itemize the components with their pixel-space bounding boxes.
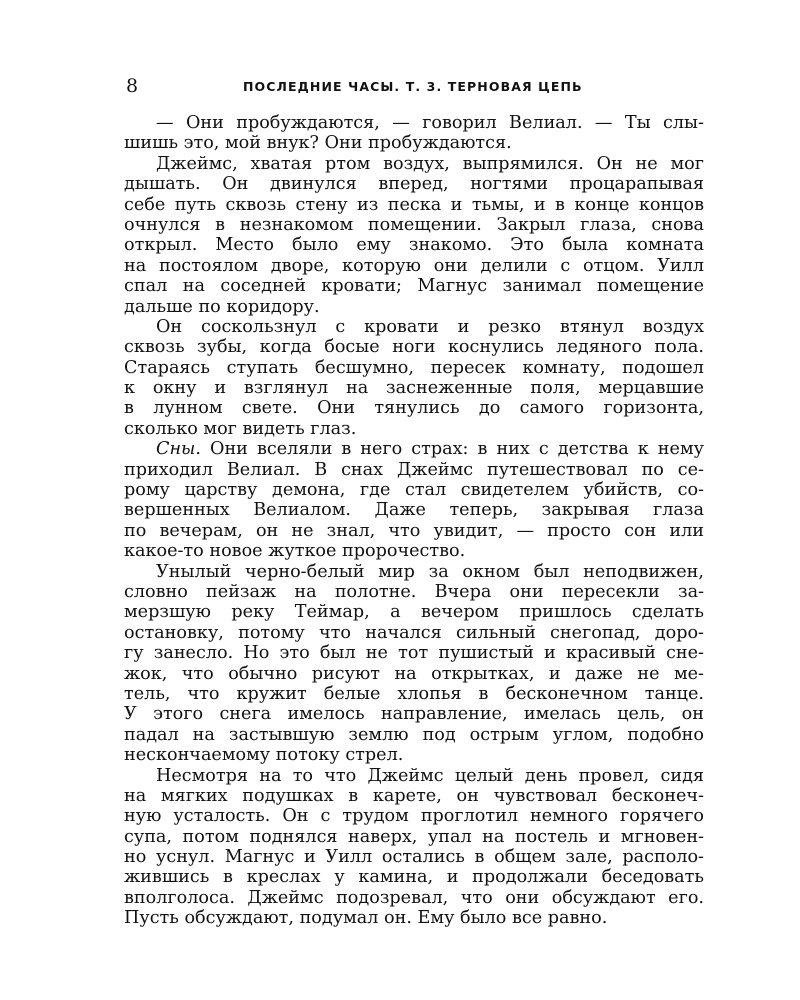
body-text [124, 113, 704, 929]
text-line: какое-то новое жуткое пророчество. [124, 541, 466, 562]
text-line: шишь это, мой внук? Они пробуждаются. [124, 133, 512, 154]
text-line: мерзшую реку Теймар, а вечером пришлось сделать [124, 602, 704, 623]
text-line: нескончаемому потоку стрел. [124, 745, 404, 766]
text-line: но уснул. Магнус и Уилл остались в общем зале, располо- [124, 847, 704, 868]
text-line: — Они пробуждаются, — говорил Велиал. — Ты слы- [156, 113, 704, 133]
text-line: Пусть обсуждают, подумал он. Ему было все равно. [124, 908, 608, 929]
text-line: ную усталость. Он с трудом проглотил немного горячего [124, 806, 704, 827]
text-line [124, 439, 704, 459]
text-line: к окну и взглянул на заснеженные поля, мерцавшие [124, 378, 704, 399]
running-head: ПОСЛЕДНИЕ ЧАСЫ. Т. 3. ТЕРНОВАЯ ЦЕПЬ [243, 79, 583, 94]
text-line: Унылый черно-белый мир за окном был неподвижен, [156, 561, 704, 582]
text-line: жок, что обычно рисуют на открытках, и даже не ме- [124, 663, 704, 684]
text-fragment: . Они вселяли в него страх: в них с детства к нему [195, 439, 704, 460]
text-line: в лунном свете. Они тянулись до самого горизонта, [124, 398, 704, 419]
text-line: дальше по коридору. [124, 296, 320, 317]
text-line: гу занесло. Но это был не тот пушистый и красивый сне- [124, 643, 704, 664]
text-line: вполголоса. Джеймс подозревал, что они обсуждают его. [124, 887, 704, 908]
text-line: Стараясь ступать бесшумно, пересек комнату, подошел [124, 357, 704, 378]
text-line: тель, что кружит белые хлопья в бесконечном танце. [124, 683, 704, 704]
text-line: рому царству демона, где стал свидетелем убийств, со- [124, 480, 704, 501]
text-line: Он соскользнул с кровати и резко втянул воздух [156, 316, 704, 337]
text-line: супа, потом поднялся наверх, упал на постель и мгновен- [124, 826, 704, 847]
text-line: на мягких подушках в карете, он чувствовал бесконеч- [124, 785, 704, 806]
text-line: Несмотря на то что Джеймс целый день провел, сидя [156, 765, 704, 786]
text-line: сквозь зубы, когда босые ноги коснулись ледяного пола. [124, 337, 704, 358]
page-number: 8 [126, 75, 139, 97]
text-line: жившись в креслах у камина, и продолжали беседовать [124, 867, 704, 888]
text-line: себе путь сквозь стену из песка и тьмы, и в конце концов [124, 194, 704, 215]
text-line: сколько мог видеть глаз. [124, 418, 357, 439]
text-line: падал на застывшую землю под острым углом, подобно [124, 724, 704, 745]
text-line: приходил Велиал. В снах Джеймс путешествовал по се- [124, 459, 704, 480]
text-line: очнулся в незнакомом помещении. Закрыл глаза, снова [124, 214, 704, 235]
text-line: остановку, потому что начался сильный снегопад, доро- [124, 622, 704, 643]
text-line: спал на соседней кровати; Магнус занимал помещение [124, 276, 704, 297]
text-line: У этого снега имелось направление, имелась цель, он [124, 704, 704, 725]
text-line: словно пейзаж на полотне. Вчера они пересекли за- [124, 581, 704, 602]
text-line: дышать. Он двинулся вперед, ногтями процарапывая [124, 174, 704, 195]
text-line: Джеймс, хватая ртом воздух, выпрямился. Он не мог [156, 153, 704, 174]
text-line: вершенных Велиалом. Даже теперь, закрывая глаза [124, 500, 704, 521]
text-line: по вечерам, он не знал, что увидит, — просто сон или [124, 520, 704, 541]
text-line: на постоялом дворе, которую они делили с отцом. Уилл [124, 255, 704, 276]
italic-word: Сны [156, 439, 196, 460]
text-line: открыл. Место было ему знакомо. Это была комната [124, 235, 704, 256]
